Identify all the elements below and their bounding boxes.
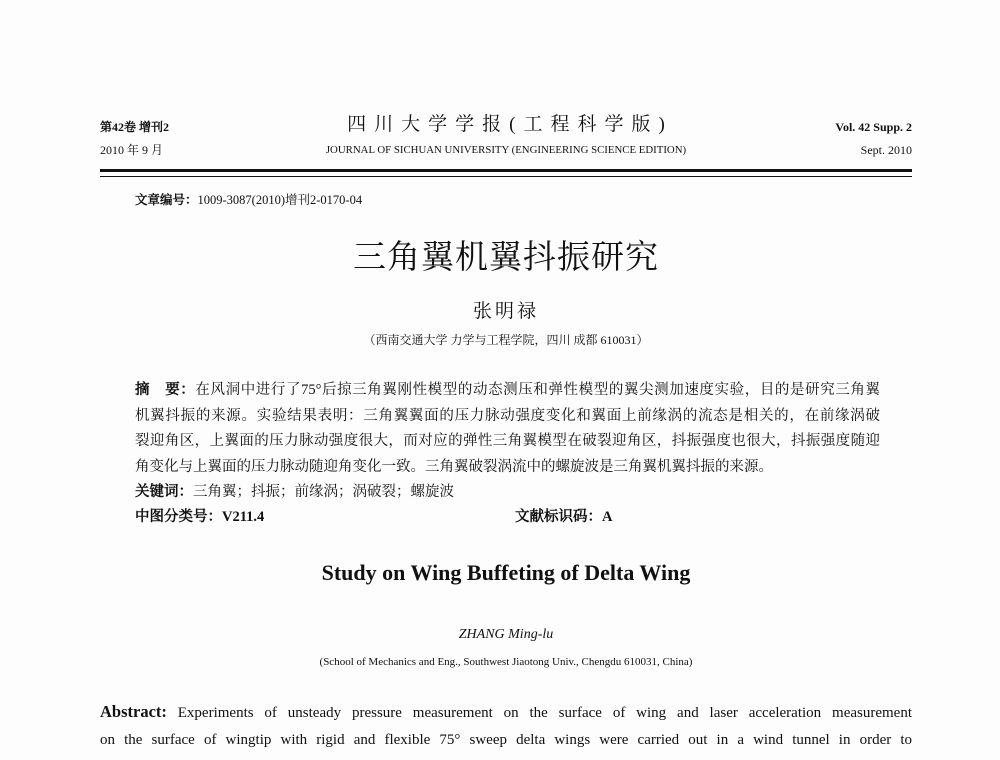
abstract-cn-line	[135, 430, 880, 452]
abstract-en-label: Abstract:	[100, 702, 167, 721]
abstract-cn-text: 角变化与上翼面的压力脉动随迎角变化一致。三角翼破裂涡流中的螺旋波是三角翼机翼抖振的来源。	[135, 458, 773, 475]
paper-title-cn: 三角翼机翼抖振研究	[353, 240, 659, 276]
header-date-cn: 2010 年 9 月	[100, 143, 164, 157]
author-name-cn: 张明禄	[472, 301, 539, 322]
document-code-label: 文献标识码：	[515, 509, 602, 525]
document-code	[515, 506, 815, 528]
header-rule-thin	[100, 176, 912, 177]
article-number-label: 文章编号：	[135, 193, 198, 207]
abstract-cn-line	[135, 379, 880, 401]
abstract-cn-text: 机翼抖振的来源。实验结果表明：三角翼翼面的压力脉动强度变化和翼面上前缘涡的流态是相关的，在前缘涡破	[135, 407, 880, 424]
journal-title-cn: 四川大学学报(工程科学版)	[347, 114, 673, 135]
abstract-en-line	[100, 700, 912, 724]
header-volume-issue-en: Vol. 42 Supp. 2	[835, 120, 912, 134]
header-volume-issue-cn: 第42卷 增刊2	[100, 120, 170, 134]
abstract-cn-label: 摘 要：	[135, 382, 196, 398]
header-rule-thick	[100, 169, 912, 172]
author-affiliation-cn: （西南交通大学 力学与工程学院，四川 成都 610031）	[363, 333, 649, 347]
clc-number-label: 中图分类号：	[135, 509, 222, 525]
paper-title-en: Study on Wing Buffeting of Delta Wing	[321, 560, 691, 585]
abstract-cn-text: 裂迎角区，上翼面的压力脉动强度很大，而对应的弹性三角翼模型在破裂迎角区，抖振强度也很大，抖振强度随迎	[135, 433, 880, 449]
document-code-value: A	[602, 509, 613, 525]
article-number	[135, 191, 362, 209]
author-affiliation-en: (School of Mechanics and Eng., Southwest Jiaotong Univ., Chengdu 610031, China)	[319, 656, 693, 668]
abstract-en-text: on the surface of wingtip with rigid and flexible 75° sweep delta wings were carried out in a wind tunnel in order to	[100, 732, 912, 748]
abstract-en-text: Experiments of unsteady pressure measurement on the surface of wing and laser acceleration measurement	[177, 705, 912, 721]
keywords-cn-label: 关键词：	[135, 484, 193, 500]
author-name-en: ZHANG Ming-lu	[458, 627, 554, 642]
abstract-cn-text: 在风洞中进行了75°后掠三角翼刚性模型的动态测压和弹性模型的翼尖测加速度实验，目的是研究三角翼	[195, 382, 880, 398]
journal-title-en: JOURNAL OF SICHUAN UNIVERSITY (ENGINEERING SCIENCE EDITION)	[325, 144, 687, 156]
keywords-cn-value: 三角翼；抖振；前缘涡；涡破裂；螺旋波	[193, 484, 454, 500]
keywords-cn	[135, 481, 880, 503]
article-number-value: 1009-3087(2010)增刊2-0170-04	[197, 193, 363, 207]
clc-number	[135, 506, 495, 528]
abstract-en-line	[100, 728, 912, 752]
header-date-en: Sept. 2010	[860, 143, 912, 157]
abstract-cn-line	[135, 456, 880, 478]
clc-number-value: V211.4	[222, 509, 265, 525]
abstract-cn-line	[135, 405, 880, 427]
